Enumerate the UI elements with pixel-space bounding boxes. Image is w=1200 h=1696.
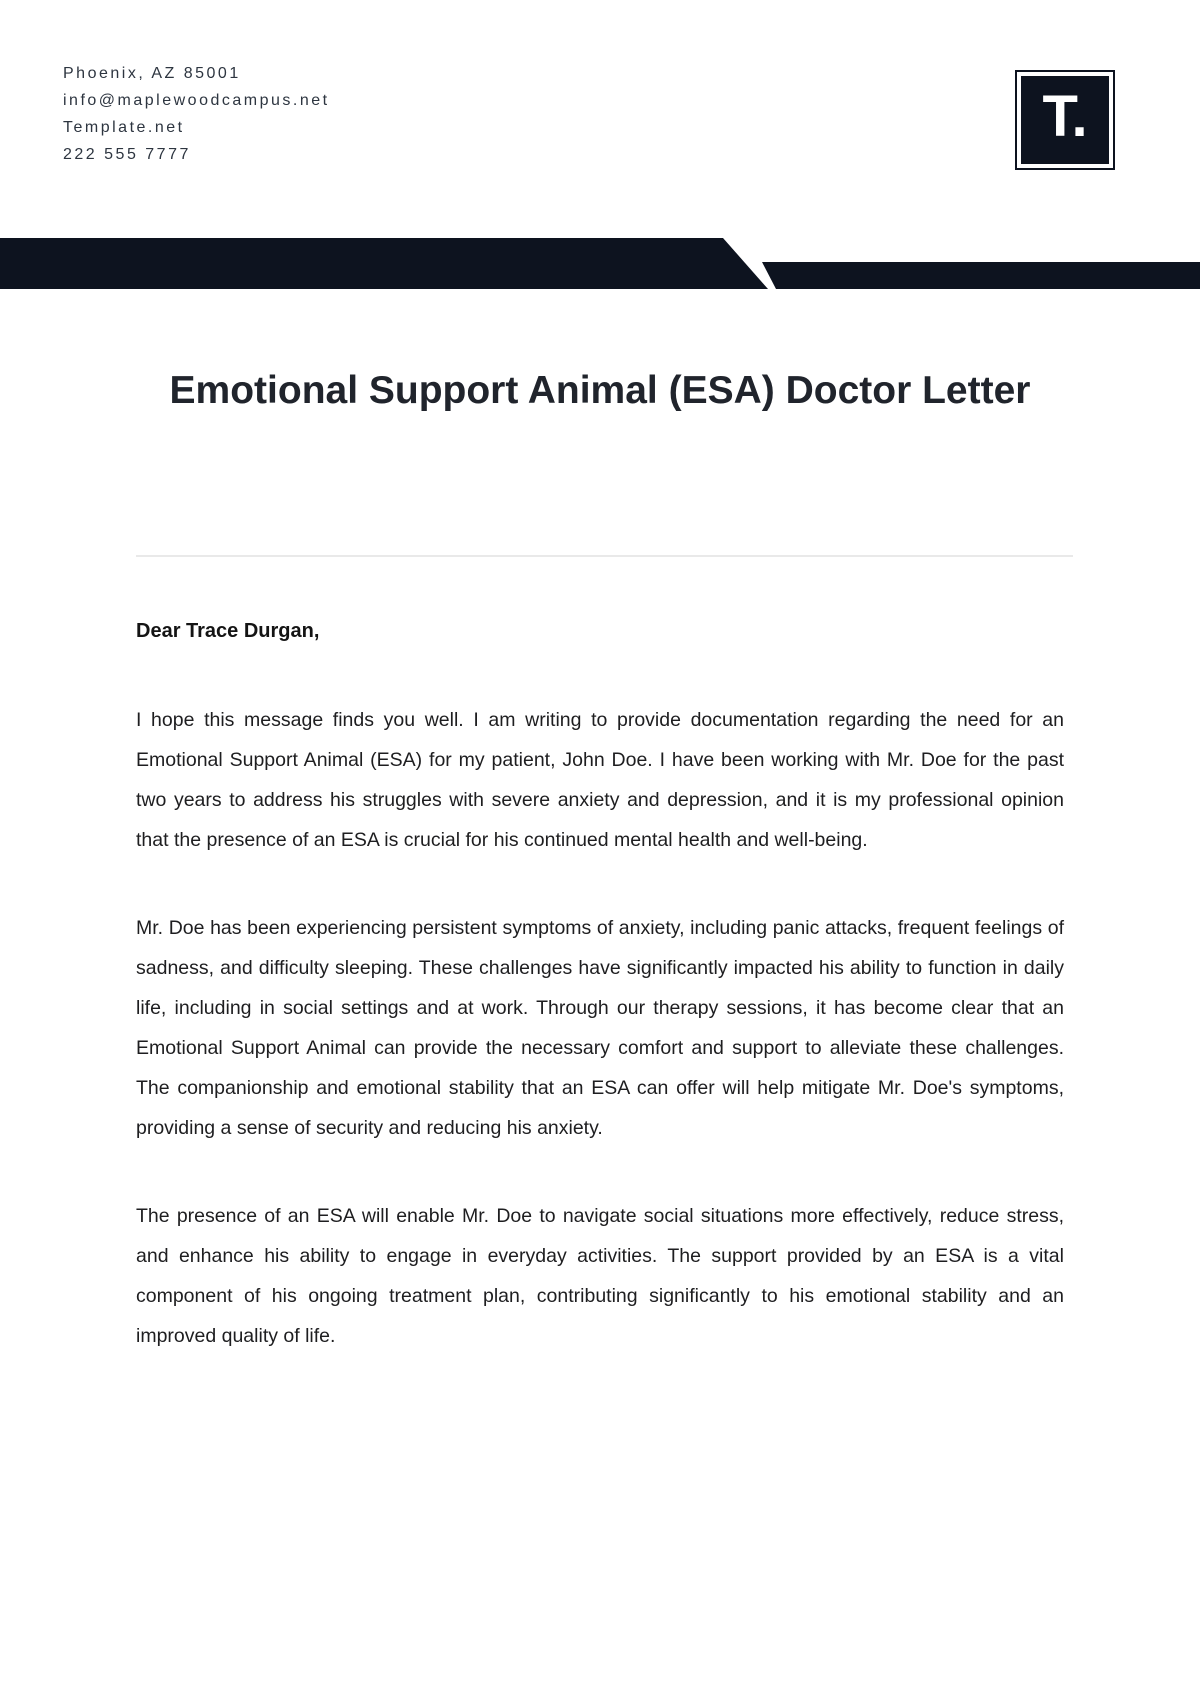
contact-website: Template.net bbox=[63, 119, 185, 136]
title-divider bbox=[136, 555, 1073, 557]
letter-paragraph-2: Mr. Doe has been experiencing persistent symptoms of anxiety, including panic attacks, frequent feelings of sadness, and difficulty sleeping. These challenges have significantly impacted his ability to function in daily life, including in social settings and at work. Through our therapy sessions, it has become clear that an Emotional Support Animal can provide the necessary comfort and support to alleviate these challenges. The companionship and emotional stability that an ESA can offer will help mitigate Mr. Doe's symptoms, providing a sense of security and reducing his anxiety. bbox=[136, 917, 1064, 1139]
letter-body bbox=[136, 618, 1064, 1356]
letter-paragraph-1: I hope this message finds you well. I am writing to provide documentation regarding the need for an Emotional Support Animal (ESA) for my patient, John Doe. I have been working with Mr. Doe for the past two years to address his struggles with severe anxiety and depression, and it is my professional opinion that the presence of an ESA is crucial for his continued mental health and well-being. bbox=[136, 709, 1064, 851]
brand-logo bbox=[1015, 70, 1115, 170]
contact-email: info@maplewoodcampus.net bbox=[63, 92, 330, 109]
contact-address: Phoenix, AZ 85001 bbox=[63, 65, 241, 82]
letter-paragraph-3: The presence of an ESA will enable Mr. Doe to navigate social situations more effectively, reduce stress, and enhance his ability to engage in everyday activities. The support provided by an ESA is a vital component of his ongoing treatment plan, contributing significantly to his emotional stability and an improved quality of life. bbox=[136, 1205, 1064, 1347]
header-banner bbox=[0, 238, 1200, 289]
brand-logo-letter: T. bbox=[1021, 76, 1109, 164]
contact-phone: 222 555 7777 bbox=[63, 146, 191, 163]
salutation: Dear Trace Durgan, bbox=[136, 620, 320, 642]
letterhead-contact-block bbox=[63, 60, 330, 168]
page-title: Emotional Support Animal (ESA) Doctor Letter bbox=[169, 369, 1031, 412]
